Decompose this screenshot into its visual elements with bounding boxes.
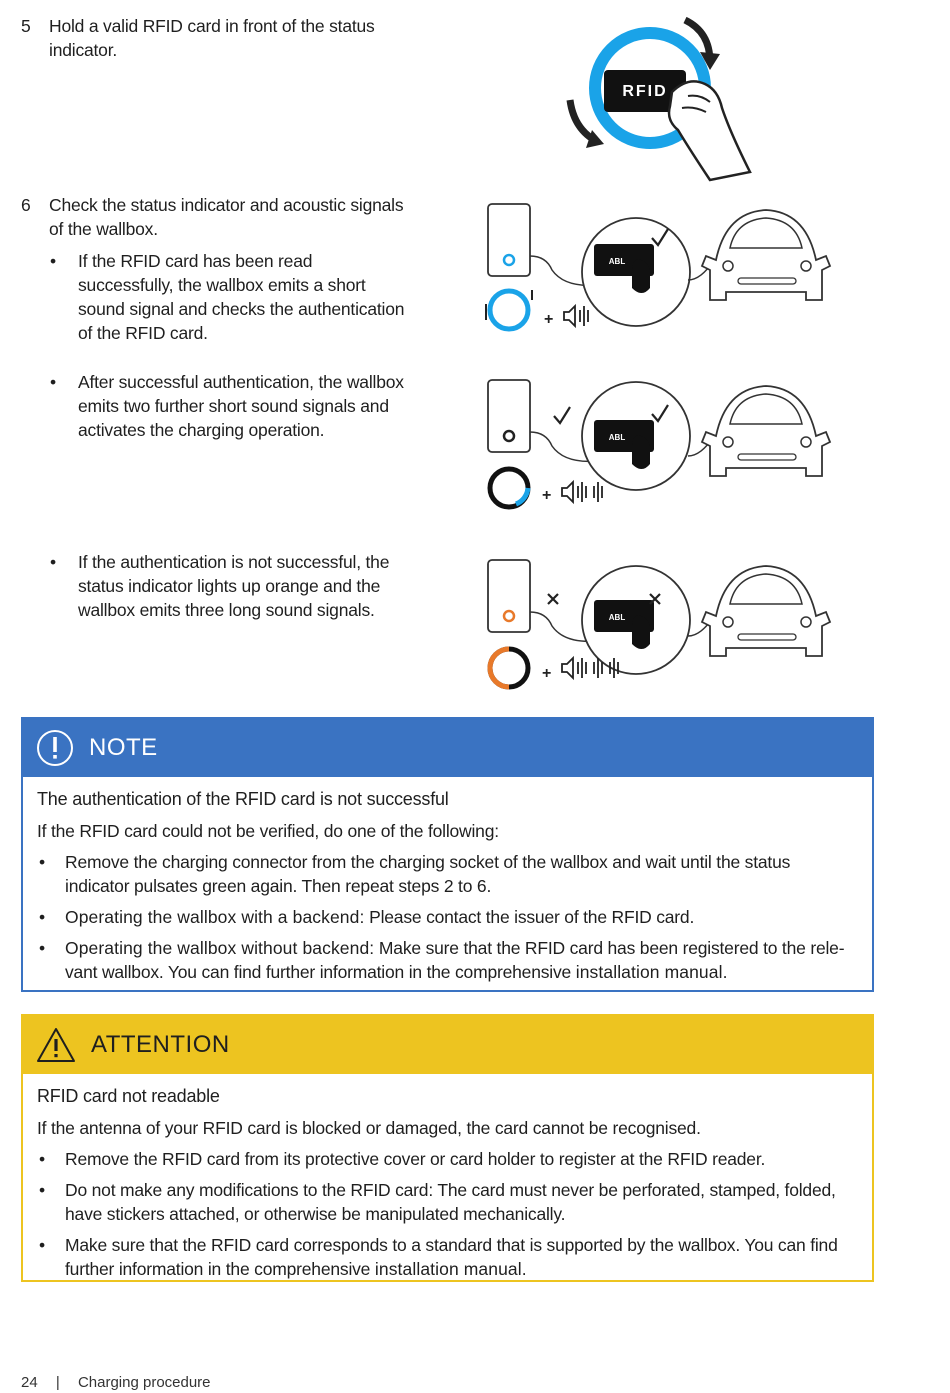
list-item: • Operating the wallbox with a backend: Please contact the issuer of the RFID card.: [37, 905, 858, 929]
attention-box: [21, 1014, 874, 1282]
car-icon: [702, 386, 830, 476]
wallbox-charging-illustration: [476, 376, 846, 516]
note-subtitle: The authentication of the RFID card is not successful: [37, 789, 449, 809]
svg-text:ABL: ABL: [608, 257, 626, 266]
note-intro: If the RFID card could not be verified, do one of the following:: [37, 821, 499, 841]
cross-icon: [548, 594, 558, 604]
exclamation-circle-icon: [35, 728, 75, 768]
step-text: Check the status indicator and acoustic signals of the wallbox.: [49, 195, 404, 239]
bullet-auth-success: • After successful authentication, the wallbox emits two further short sound signals and activates the charging operation.: [50, 372, 404, 440]
svg-text:+: +: [542, 487, 552, 504]
attention-subtitle: RFID card not readable: [37, 1086, 220, 1106]
svg-text:+: +: [542, 665, 552, 682]
note-title: NOTE: [89, 734, 158, 761]
attention-header: [23, 1016, 872, 1074]
car-icon: [702, 210, 830, 300]
step-5: [21, 14, 421, 62]
speaker-sound-icon: [562, 482, 602, 502]
list-item: • Remove the charging connector from the charging socket of the wallbox and wait until the status indicator pulsates green again. Then repeat steps 2 to 6.: [37, 850, 858, 898]
step-text: Hold a valid RFID card in front of the status indicator.: [49, 16, 375, 60]
step-number: 5: [21, 16, 31, 36]
attention-intro: If the antenna of your RFID card is blocked or damaged, the card cannot be recognised.: [37, 1118, 701, 1138]
attention-list: [37, 1147, 858, 1281]
note-box: [21, 717, 874, 992]
svg-text:ABL: ABL: [608, 433, 626, 442]
wallbox-read-illustration: [476, 200, 846, 340]
list-item: • Operating the wallbox without backend: Make sure that the RFID card has been registered to the rele-vant wallbox. You can find further information in the comprehensive installation manual.: [37, 936, 858, 984]
svg-text:+: +: [544, 311, 554, 328]
note-list: [37, 850, 858, 984]
speaker-sound-icon: [564, 306, 588, 326]
page-footer: [21, 1374, 225, 1391]
step-6: [21, 193, 421, 241]
page-number: 24: [21, 1374, 38, 1391]
status-ring: [490, 291, 528, 329]
bullet-read-success: • If the RFID card has been read successfully, the wallbox emits a short sound signal and checks the authentication of the RFID card.: [50, 251, 405, 343]
bullet-auth-failed: • If the authentication is not successful, the status indicator lights up orange and the wallbox emits three long sound signals.: [50, 552, 390, 620]
card-label: RFID: [622, 83, 668, 100]
rfid-hand-illustration: [560, 12, 760, 182]
check-icon: [554, 407, 570, 423]
key-fob-icon: [632, 616, 650, 649]
warning-triangle-icon: [35, 1026, 77, 1064]
car-icon: [702, 566, 830, 656]
footer-separator: |: [55, 1374, 60, 1391]
section-name: Charging procedure: [77, 1374, 211, 1391]
list-item: • Make sure that the RFID card corresponds to a standard that is supported by the wallbox. You can find further information in the comprehensive installation manual.: [37, 1233, 858, 1281]
attention-title: ATTENTION: [91, 1031, 230, 1058]
key-fob-icon: [632, 436, 650, 469]
note-header: [23, 719, 872, 777]
installation-manual-reference: installation manual.: [575, 962, 728, 982]
svg-text:ABL: ABL: [608, 613, 626, 622]
installation-manual-reference: installation manual.: [374, 1259, 527, 1279]
step-number: 6: [21, 195, 31, 215]
wallbox-failed-illustration: [476, 556, 846, 696]
list-item: • Remove the RFID card from its protective cover or card holder to register at the RFID reader.: [37, 1147, 858, 1171]
list-item: • Do not make any modifications to the RFID card: The card must never be perforated, stamped, folded, have stickers attached, or otherwise be manipulated mechanically.: [37, 1178, 858, 1226]
key-fob-icon: [632, 260, 650, 293]
hand-icon: [669, 81, 750, 180]
